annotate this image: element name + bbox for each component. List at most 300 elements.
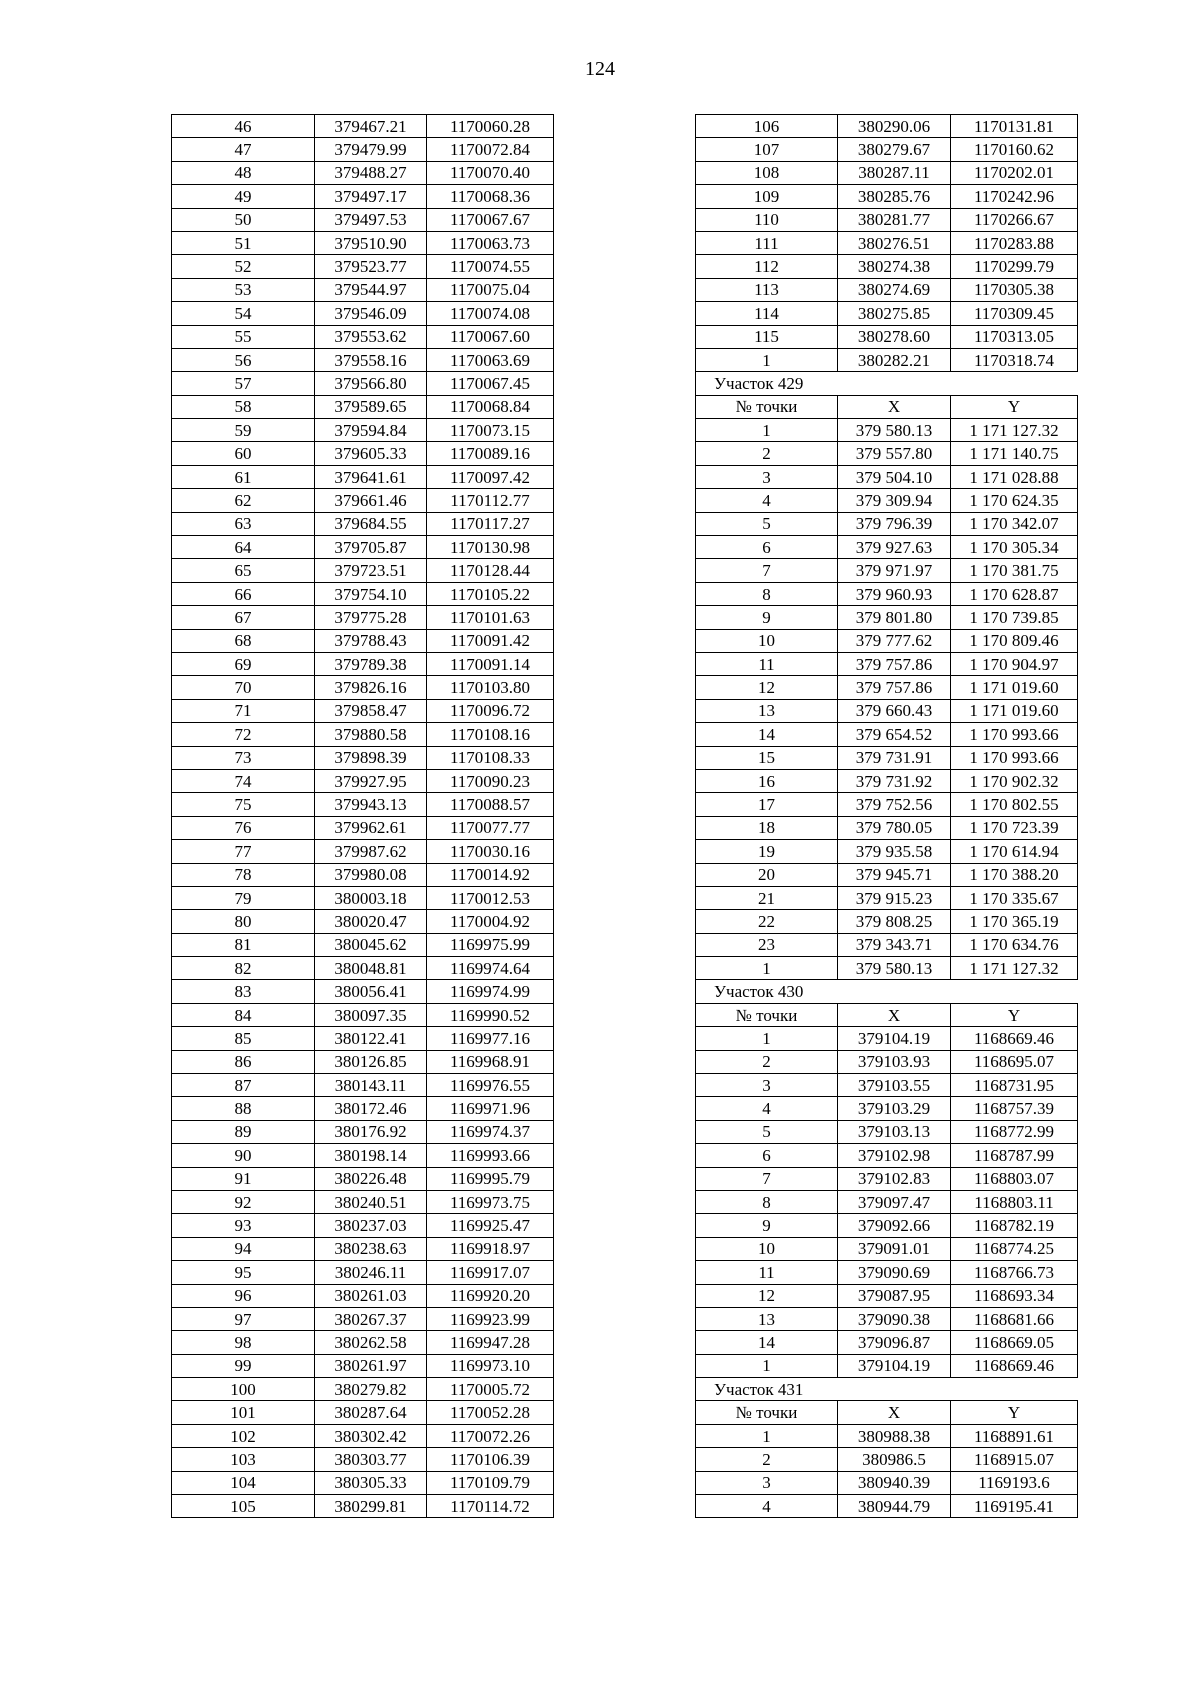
x-coordinate-cell: 380944.79 (838, 1495, 951, 1518)
table-row (172, 582, 554, 605)
x-coordinate-cell: 379 731.91 (838, 746, 951, 769)
point-number-cell: 3 (696, 1074, 838, 1097)
point-number-cell: 4 (696, 489, 838, 512)
y-coordinate-cell: 1169947.28 (427, 1331, 554, 1354)
x-coordinate-cell: 379723.51 (315, 559, 427, 582)
x-coordinate-cell: 379553.62 (315, 325, 427, 348)
x-coordinate-cell: 380290.06 (838, 115, 951, 138)
x-coordinate-cell: 379 580.13 (838, 419, 951, 442)
x-coordinate-cell: 379943.13 (315, 793, 427, 816)
x-coordinate-cell: 380274.38 (838, 255, 951, 278)
table-row (696, 840, 1078, 863)
x-coordinate-cell: 379 752.56 (838, 793, 951, 816)
point-number-cell: 52 (172, 255, 315, 278)
x-coordinate-cell: 380275.85 (838, 302, 951, 325)
y-coordinate-cell: 1168693.34 (951, 1284, 1078, 1307)
y-coordinate-cell: 1168766.73 (951, 1261, 1078, 1284)
table-row (172, 1471, 554, 1494)
x-coordinate-cell: 379 935.58 (838, 840, 951, 863)
x-coordinate-cell: 379546.09 (315, 302, 427, 325)
x-coordinate-cell: 379467.21 (315, 115, 427, 138)
table-row (172, 512, 554, 535)
x-coordinate-cell: 379 915.23 (838, 886, 951, 909)
table-row (696, 886, 1078, 909)
table-row (696, 536, 1078, 559)
y-coordinate-cell: 1 170 809.46 (951, 629, 1078, 652)
point-number-cell: 8 (696, 1190, 838, 1213)
y-coordinate-cell: 1170075.04 (427, 278, 554, 301)
x-coordinate-cell: 380287.11 (838, 161, 951, 184)
y-coordinate-cell: 1168915.07 (951, 1448, 1078, 1471)
y-coordinate-cell: 1169195.41 (951, 1495, 1078, 1518)
y-coordinate-cell: 1170313.05 (951, 325, 1078, 348)
table-row (172, 1378, 554, 1401)
point-number-cell: 67 (172, 606, 315, 629)
y-coordinate-cell: 1170089.16 (427, 442, 554, 465)
x-coordinate-cell: 379104.19 (838, 1354, 951, 1377)
y-coordinate-cell: 1170077.77 (427, 816, 554, 839)
y-column-header: Y (951, 1003, 1078, 1026)
y-coordinate-cell: 1169974.64 (427, 957, 554, 980)
section-title-row (696, 980, 1078, 1003)
table-row (172, 161, 554, 184)
table-row (696, 465, 1078, 488)
y-coordinate-cell: 1168669.46 (951, 1354, 1078, 1377)
x-coordinate-cell: 380940.39 (838, 1471, 951, 1494)
y-coordinate-cell: 1170299.79 (951, 255, 1078, 278)
point-number-cell: 81 (172, 933, 315, 956)
x-coordinate-cell: 380302.42 (315, 1424, 427, 1447)
table-row (696, 559, 1078, 582)
x-coordinate-cell: 380278.60 (838, 325, 951, 348)
point-number-cell: 66 (172, 582, 315, 605)
x-column-header: X (838, 395, 951, 418)
table-header-row (696, 395, 1078, 418)
y-coordinate-cell: 1170242.96 (951, 185, 1078, 208)
y-coordinate-cell: 1170068.84 (427, 395, 554, 418)
point-number-cell: 74 (172, 769, 315, 792)
y-coordinate-cell: 1169973.10 (427, 1354, 554, 1377)
x-coordinate-cell: 380988.38 (838, 1424, 951, 1447)
y-coordinate-cell: 1169920.20 (427, 1284, 554, 1307)
table-row (696, 816, 1078, 839)
table-row (696, 1284, 1078, 1307)
x-coordinate-cell: 379 971.97 (838, 559, 951, 582)
table-row (172, 793, 554, 816)
y-coordinate-cell: 1170090.23 (427, 769, 554, 792)
y-coordinate-cell: 1169976.55 (427, 1074, 554, 1097)
point-number-cell: 70 (172, 676, 315, 699)
table-row (172, 886, 554, 909)
point-number-cell: 69 (172, 652, 315, 675)
x-coordinate-cell: 380003.18 (315, 886, 427, 909)
x-coordinate-cell: 379927.95 (315, 769, 427, 792)
table-row (172, 933, 554, 956)
table-row (172, 138, 554, 161)
point-number-cell: 93 (172, 1214, 315, 1237)
point-number-cell: 76 (172, 816, 315, 839)
point-number-cell: 19 (696, 840, 838, 863)
y-coordinate-cell: 1170117.27 (427, 512, 554, 535)
x-coordinate-cell: 380048.81 (315, 957, 427, 980)
table-row (172, 863, 554, 886)
point-number-cell: 110 (696, 208, 838, 231)
table-row (172, 325, 554, 348)
point-number-cell: 105 (172, 1495, 315, 1518)
point-number-cell: 9 (696, 606, 838, 629)
y-column-header: Y (951, 395, 1078, 418)
table-row (696, 1424, 1078, 1447)
y-coordinate-cell: 1 170 904.97 (951, 652, 1078, 675)
x-coordinate-cell: 380305.33 (315, 1471, 427, 1494)
point-number-cell: 103 (172, 1448, 315, 1471)
empty-cell (951, 980, 1078, 1003)
point-number-cell: 2 (696, 1448, 838, 1471)
table-row (696, 1237, 1078, 1260)
y-coordinate-cell: 1170309.45 (951, 302, 1078, 325)
x-coordinate-cell: 379775.28 (315, 606, 427, 629)
point-number-cell: 21 (696, 886, 838, 909)
y-coordinate-cell: 1169974.99 (427, 980, 554, 1003)
point-number-cell: 109 (696, 185, 838, 208)
point-number-cell: 16 (696, 769, 838, 792)
point-number-cell: 102 (172, 1424, 315, 1447)
point-number-cell: 86 (172, 1050, 315, 1073)
table-row (172, 1027, 554, 1050)
y-coordinate-cell: 1170088.57 (427, 793, 554, 816)
table-row (696, 489, 1078, 512)
x-coordinate-cell: 379102.98 (838, 1144, 951, 1167)
point-number-header: № точки (696, 1003, 838, 1026)
section-title: Участок 431 (696, 1378, 838, 1401)
point-number-cell: 56 (172, 348, 315, 371)
y-coordinate-cell: 1170097.42 (427, 465, 554, 488)
x-coordinate-cell: 379092.66 (838, 1214, 951, 1237)
table-row (696, 185, 1078, 208)
point-number-cell: 73 (172, 746, 315, 769)
table-row (172, 957, 554, 980)
table-row (172, 1331, 554, 1354)
table-row (172, 746, 554, 769)
point-number-cell: 65 (172, 559, 315, 582)
point-number-cell: 6 (696, 536, 838, 559)
y-coordinate-cell: 1170060.28 (427, 115, 554, 138)
table-row (172, 1261, 554, 1284)
table-row (696, 325, 1078, 348)
y-coordinate-cell: 1170109.79 (427, 1471, 554, 1494)
table-row (172, 1003, 554, 1026)
point-number-cell: 5 (696, 1120, 838, 1143)
x-coordinate-cell: 379 801.80 (838, 606, 951, 629)
x-coordinate-cell: 380097.35 (315, 1003, 427, 1026)
section-title-row (696, 1378, 1078, 1401)
table-row (696, 699, 1078, 722)
table-row (172, 1097, 554, 1120)
point-number-cell: 94 (172, 1237, 315, 1260)
point-number-cell: 1 (696, 957, 838, 980)
point-number-cell: 75 (172, 793, 315, 816)
point-number-cell: 10 (696, 1237, 838, 1260)
table-row (696, 1261, 1078, 1284)
point-number-cell: 106 (696, 115, 838, 138)
point-number-cell: 46 (172, 115, 315, 138)
x-coordinate-cell: 379523.77 (315, 255, 427, 278)
y-coordinate-cell: 1 170 305.34 (951, 536, 1078, 559)
y-coordinate-cell: 1169995.79 (427, 1167, 554, 1190)
x-coordinate-cell: 379 777.62 (838, 629, 951, 652)
table-row (172, 348, 554, 371)
x-coordinate-cell: 380261.03 (315, 1284, 427, 1307)
x-coordinate-cell: 379 927.63 (838, 536, 951, 559)
table-header-row (696, 1003, 1078, 1026)
y-coordinate-cell: 1168695.07 (951, 1050, 1078, 1073)
x-coordinate-cell: 379566.80 (315, 372, 427, 395)
table-row (696, 1074, 1078, 1097)
table-row (172, 840, 554, 863)
x-coordinate-cell: 379858.47 (315, 699, 427, 722)
y-coordinate-cell: 1170073.15 (427, 419, 554, 442)
x-coordinate-cell: 379962.61 (315, 816, 427, 839)
table-row (172, 1284, 554, 1307)
y-coordinate-cell: 1170103.80 (427, 676, 554, 699)
point-number-cell: 104 (172, 1471, 315, 1494)
x-coordinate-cell: 379090.69 (838, 1261, 951, 1284)
table-row (172, 372, 554, 395)
section-title: Участок 429 (696, 372, 838, 395)
y-coordinate-cell: 1170091.14 (427, 652, 554, 675)
table-row (172, 629, 554, 652)
point-number-cell: 97 (172, 1307, 315, 1330)
x-coordinate-cell: 379 757.86 (838, 652, 951, 675)
y-coordinate-cell: 1170005.72 (427, 1378, 554, 1401)
table-row (172, 395, 554, 418)
table-row (172, 699, 554, 722)
point-number-cell: 11 (696, 1261, 838, 1284)
point-number-cell: 113 (696, 278, 838, 301)
page-number: 124 (585, 58, 615, 80)
table-row (172, 278, 554, 301)
point-number-cell: 55 (172, 325, 315, 348)
y-coordinate-cell: 1170112.77 (427, 489, 554, 512)
point-number-cell: 2 (696, 1050, 838, 1073)
x-coordinate-cell: 379826.16 (315, 676, 427, 699)
x-coordinate-cell: 380276.51 (838, 231, 951, 254)
x-coordinate-cell: 380282.21 (838, 348, 951, 371)
x-coordinate-cell: 379103.93 (838, 1050, 951, 1073)
table-row (696, 652, 1078, 675)
x-coordinate-cell: 379103.55 (838, 1074, 951, 1097)
point-number-cell: 100 (172, 1378, 315, 1401)
x-coordinate-cell: 379980.08 (315, 863, 427, 886)
x-coordinate-cell: 380279.67 (838, 138, 951, 161)
x-coordinate-cell: 380237.03 (315, 1214, 427, 1237)
x-coordinate-cell: 379 580.13 (838, 957, 951, 980)
y-coordinate-cell: 1169993.66 (427, 1144, 554, 1167)
point-number-cell: 89 (172, 1120, 315, 1143)
x-coordinate-cell: 379096.87 (838, 1331, 951, 1354)
x-coordinate-cell: 380045.62 (315, 933, 427, 956)
table-row (696, 255, 1078, 278)
y-coordinate-cell: 1 171 019.60 (951, 699, 1078, 722)
table-row (696, 1097, 1078, 1120)
table-row (696, 208, 1078, 231)
y-coordinate-cell: 1168787.99 (951, 1144, 1078, 1167)
x-coordinate-cell: 379 796.39 (838, 512, 951, 535)
table-row (172, 465, 554, 488)
table-row (696, 957, 1078, 980)
x-coordinate-cell: 379605.33 (315, 442, 427, 465)
empty-cell (838, 372, 951, 395)
table-row (696, 676, 1078, 699)
y-coordinate-cell: 1 171 127.32 (951, 957, 1078, 980)
point-number-cell: 9 (696, 1214, 838, 1237)
point-number-cell: 20 (696, 863, 838, 886)
y-coordinate-cell: 1169973.75 (427, 1190, 554, 1213)
x-coordinate-cell: 380126.85 (315, 1050, 427, 1073)
point-number-cell: 3 (696, 1471, 838, 1494)
table-row (172, 1307, 554, 1330)
y-coordinate-cell: 1 171 127.32 (951, 419, 1078, 442)
table-row (696, 1190, 1078, 1213)
y-coordinate-cell: 1170067.67 (427, 208, 554, 231)
point-number-cell: 15 (696, 746, 838, 769)
table-row (172, 185, 554, 208)
y-coordinate-cell: 1169968.91 (427, 1050, 554, 1073)
x-coordinate-cell: 380299.81 (315, 1495, 427, 1518)
y-coordinate-cell: 1170004.92 (427, 910, 554, 933)
x-coordinate-cell: 380262.58 (315, 1331, 427, 1354)
table-row (172, 1424, 554, 1447)
x-coordinate-cell: 379 731.92 (838, 769, 951, 792)
table-row (172, 1190, 554, 1213)
y-coordinate-cell: 1 170 634.76 (951, 933, 1078, 956)
y-coordinate-cell: 1170052.28 (427, 1401, 554, 1424)
x-coordinate-cell: 380281.77 (838, 208, 951, 231)
point-number-cell: 99 (172, 1354, 315, 1377)
x-coordinate-cell: 379102.83 (838, 1167, 951, 1190)
table-row (172, 208, 554, 231)
table-row (172, 980, 554, 1003)
table-row (172, 1237, 554, 1260)
point-number-cell: 7 (696, 559, 838, 582)
y-coordinate-cell: 1170096.72 (427, 699, 554, 722)
point-number-cell: 22 (696, 910, 838, 933)
table-row (172, 606, 554, 629)
x-coordinate-cell: 379 309.94 (838, 489, 951, 512)
point-number-cell: 91 (172, 1167, 315, 1190)
x-coordinate-cell: 379479.99 (315, 138, 427, 161)
table-row (172, 676, 554, 699)
point-number-cell: 17 (696, 793, 838, 816)
x-column-header: X (838, 1401, 951, 1424)
point-number-cell: 1 (696, 1424, 838, 1447)
table-row (172, 910, 554, 933)
table-row (696, 138, 1078, 161)
point-number-cell: 12 (696, 1284, 838, 1307)
y-coordinate-cell: 1170266.67 (951, 208, 1078, 231)
point-number-cell: 87 (172, 1074, 315, 1097)
x-column-header: X (838, 1003, 951, 1026)
y-coordinate-cell: 1 170 381.75 (951, 559, 1078, 582)
x-coordinate-cell: 379 780.05 (838, 816, 951, 839)
table-row (696, 793, 1078, 816)
table-row (172, 1074, 554, 1097)
y-coordinate-cell: 1169918.97 (427, 1237, 554, 1260)
empty-cell (951, 372, 1078, 395)
x-coordinate-cell: 379 557.80 (838, 442, 951, 465)
point-number-cell: 80 (172, 910, 315, 933)
table-row (172, 769, 554, 792)
empty-cell (951, 1378, 1078, 1401)
x-coordinate-cell: 379097.47 (838, 1190, 951, 1213)
x-coordinate-cell: 379090.38 (838, 1307, 951, 1330)
y-coordinate-cell: 1 170 739.85 (951, 606, 1078, 629)
y-coordinate-cell: 1 171 028.88 (951, 465, 1078, 488)
point-number-cell: 50 (172, 208, 315, 231)
empty-cell (838, 980, 951, 1003)
y-coordinate-cell: 1 170 342.07 (951, 512, 1078, 535)
x-coordinate-cell: 379 960.93 (838, 582, 951, 605)
x-coordinate-cell: 379 343.71 (838, 933, 951, 956)
x-coordinate-cell: 379641.61 (315, 465, 427, 488)
table-row (696, 442, 1078, 465)
y-coordinate-cell: 1 170 614.94 (951, 840, 1078, 863)
table-row (172, 536, 554, 559)
point-number-cell: 1 (696, 419, 838, 442)
y-coordinate-cell: 1168772.99 (951, 1120, 1078, 1143)
table-row (696, 746, 1078, 769)
table-row (696, 1120, 1078, 1143)
x-coordinate-cell: 380285.76 (838, 185, 951, 208)
y-coordinate-cell: 1168681.66 (951, 1307, 1078, 1330)
point-number-cell: 84 (172, 1003, 315, 1026)
y-coordinate-cell: 1168669.05 (951, 1331, 1078, 1354)
x-coordinate-cell: 379497.53 (315, 208, 427, 231)
table-row (172, 652, 554, 675)
x-coordinate-cell: 379 660.43 (838, 699, 951, 722)
table-row (696, 348, 1078, 371)
point-number-cell: 6 (696, 1144, 838, 1167)
y-coordinate-cell: 1170074.08 (427, 302, 554, 325)
point-number-cell: 13 (696, 1307, 838, 1330)
y-coordinate-cell: 1 170 624.35 (951, 489, 1078, 512)
x-coordinate-cell: 379103.29 (838, 1097, 951, 1120)
x-coordinate-cell: 379661.46 (315, 489, 427, 512)
x-coordinate-cell: 379488.27 (315, 161, 427, 184)
table-row (172, 1120, 554, 1143)
section-title: Участок 430 (696, 980, 838, 1003)
point-number-cell: 115 (696, 325, 838, 348)
coordinates-table-right (695, 114, 1078, 1518)
y-coordinate-cell: 1169923.99 (427, 1307, 554, 1330)
table-row (696, 910, 1078, 933)
point-number-cell: 13 (696, 699, 838, 722)
x-coordinate-cell: 379589.65 (315, 395, 427, 418)
y-coordinate-cell: 1170130.98 (427, 536, 554, 559)
point-number-cell: 83 (172, 980, 315, 1003)
x-coordinate-cell: 380122.41 (315, 1027, 427, 1050)
point-number-cell: 68 (172, 629, 315, 652)
y-coordinate-cell: 1168891.61 (951, 1424, 1078, 1447)
x-coordinate-cell: 379 504.10 (838, 465, 951, 488)
x-coordinate-cell: 380198.14 (315, 1144, 427, 1167)
y-coordinate-cell: 1 170 902.32 (951, 769, 1078, 792)
point-number-cell: 47 (172, 138, 315, 161)
table-row (172, 302, 554, 325)
y-coordinate-cell: 1170067.45 (427, 372, 554, 395)
table-row (696, 1354, 1078, 1377)
table-row (696, 1050, 1078, 1073)
